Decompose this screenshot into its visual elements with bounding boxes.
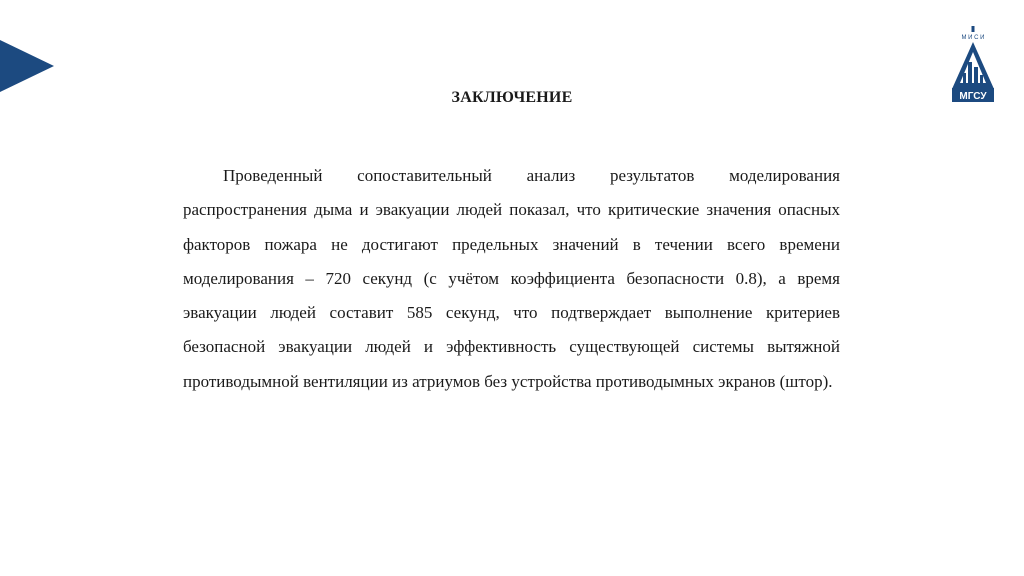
logo-top-text: М И С И bbox=[961, 35, 985, 41]
slide-title: ЗАКЛЮЧЕНИЕ bbox=[451, 89, 573, 106]
corner-triangle-decoration bbox=[0, 40, 54, 92]
logo-bottom-text: МГСУ bbox=[959, 91, 987, 102]
body-paragraph: Проведенный сопоставительный анализ результатов моделирования распространения дыма и эвакуации людей показал, что критические значения опасных факторов пожара не достигают предельных значений в течении всего времени моделирования – 720 секунд (с учётом коэффициента безопасности 0.8), а время эвакуации людей составит 585 секунд, что подтверждает выполнение критериев безопасной эвакуации людей и эффективность существующей системы вытяжной противодымной вентиляции из атриумов без устройства противодымных экранов (штор). bbox=[183, 166, 840, 391]
